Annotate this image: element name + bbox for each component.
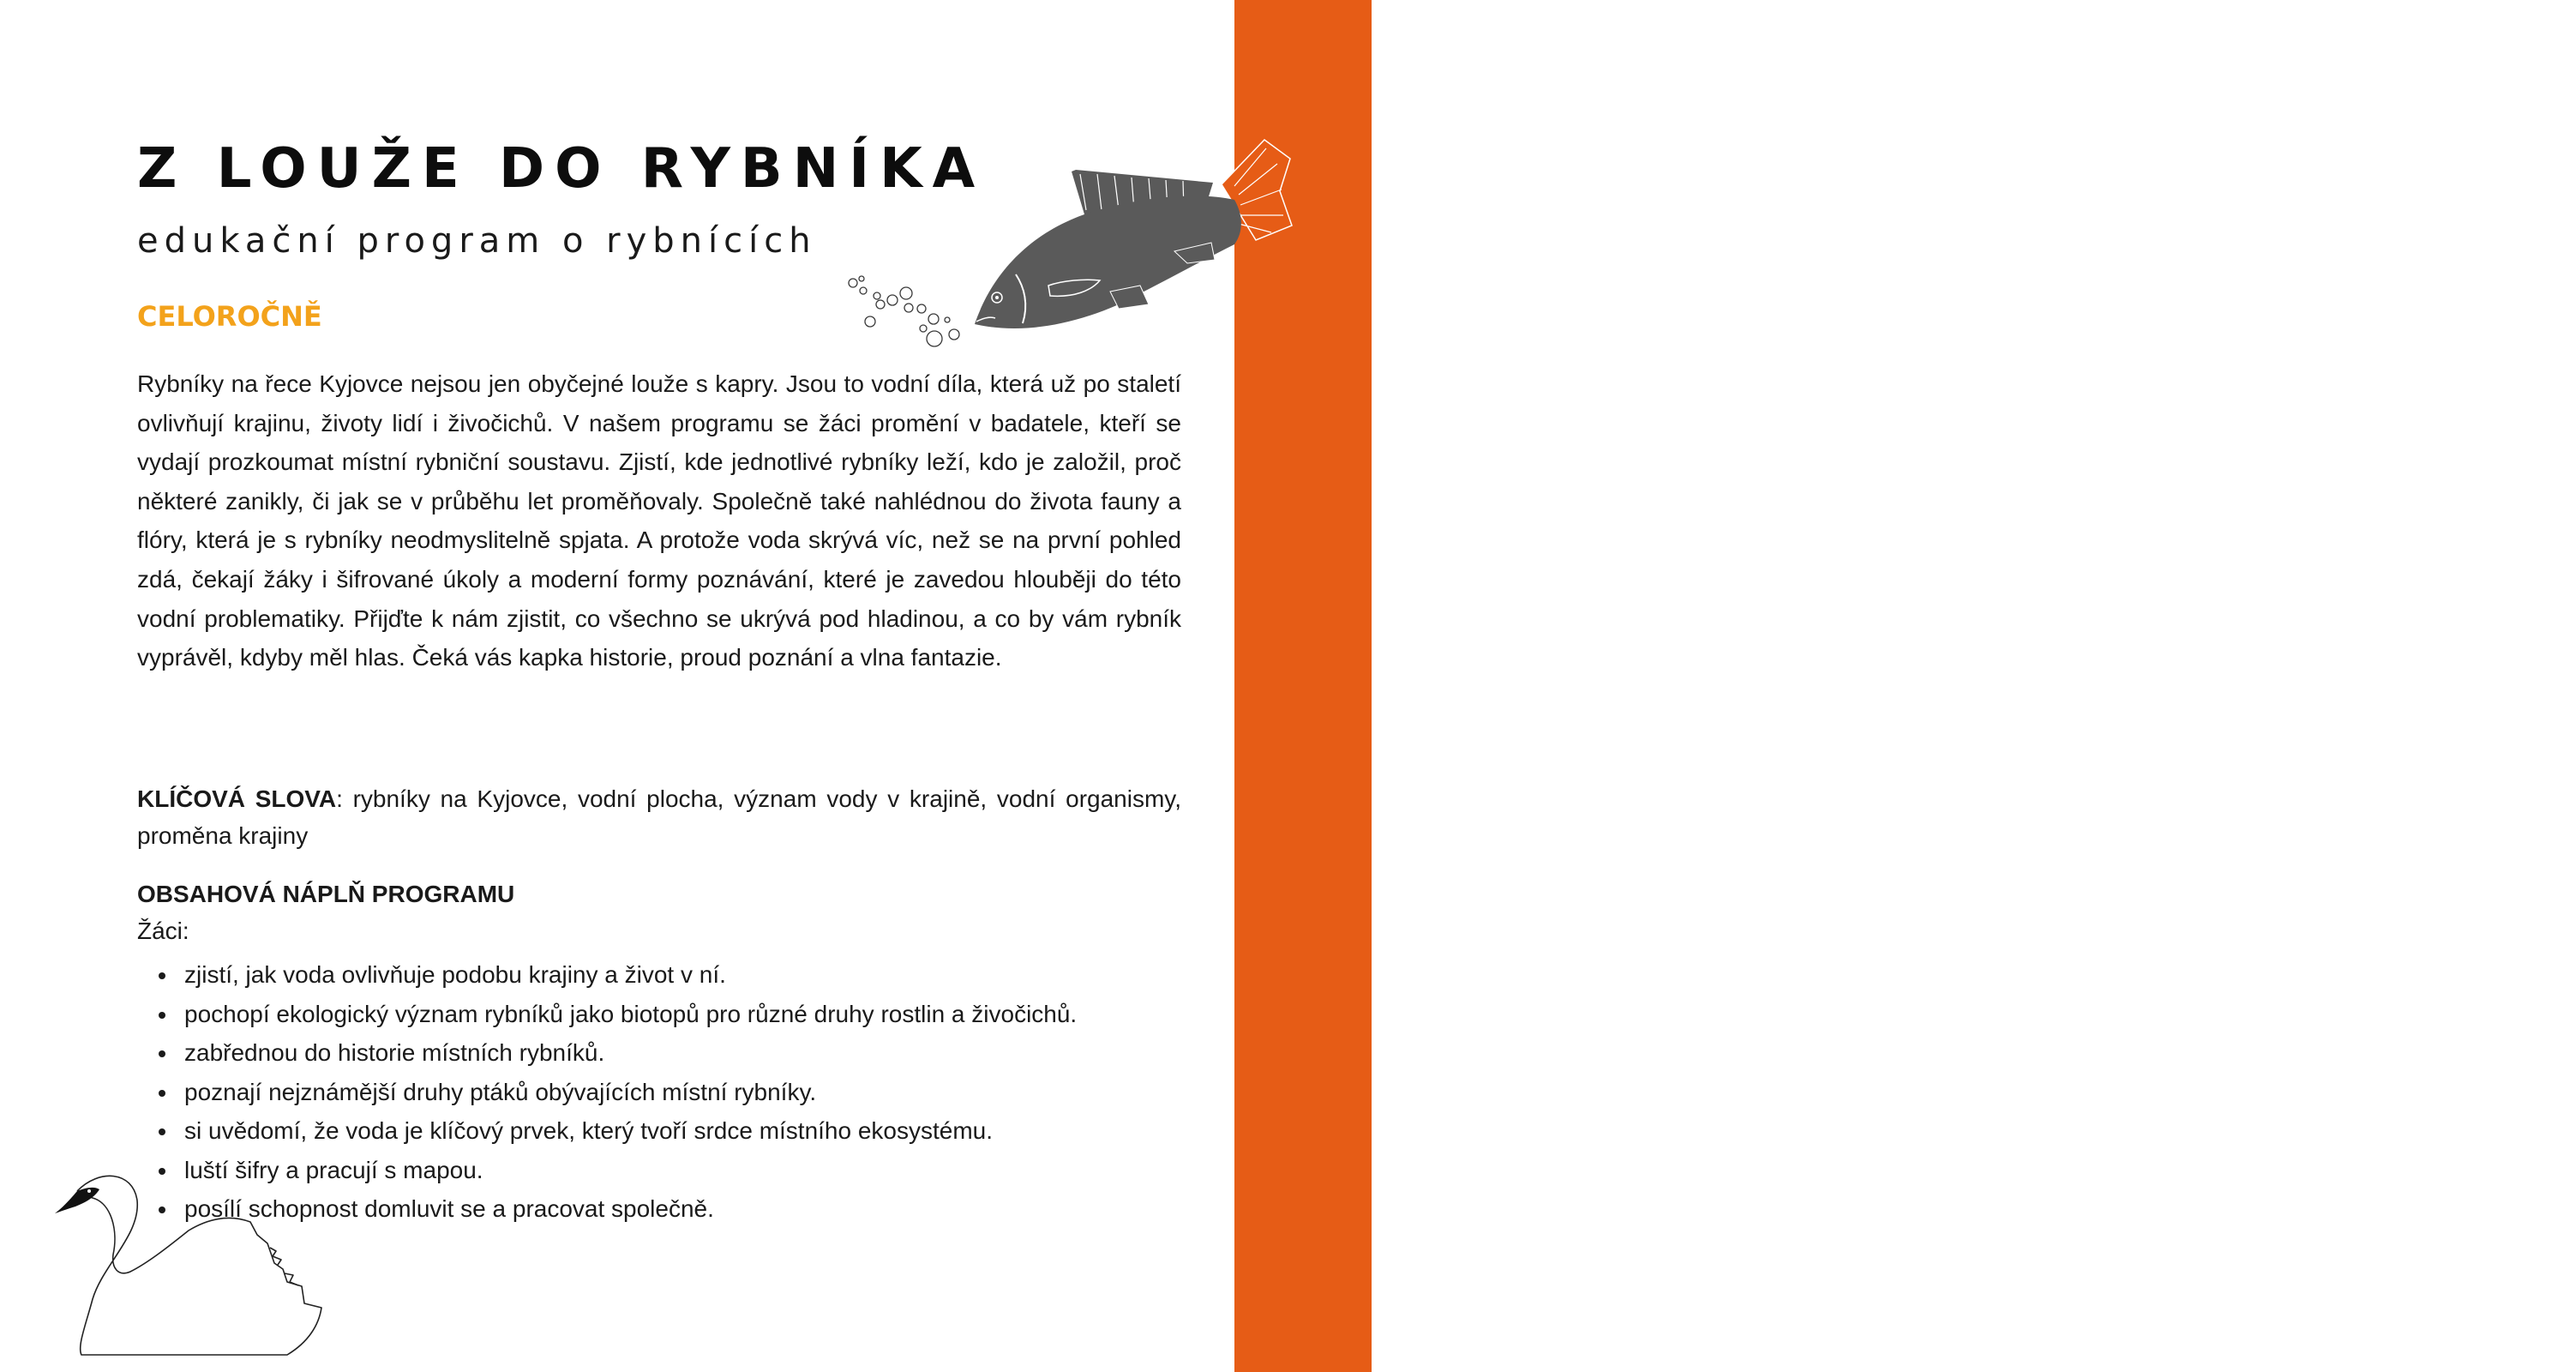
keywords-label: KLÍČOVÁ SLOVA [137,785,337,812]
swan-illustration [51,1162,334,1363]
intro-paragraph: Rybníky na řece Kyjovce nejsou jen obyčejné louže s kapry. Jsou to vodní díla, která už po staletí ovlivňují krajinu, životy lidí i živočichů. V našem programu se žáci promění v badatele, kteří se vydají prozkoumat místní rybniční soustavu. Zjistí, kde jednotlivé rybníky leží, kdo je založil, proč některé zanikly, či jak se v průběhu let proměňovaly. Společně také nahlédnou do života fauny a flóry, která je s rybníky neodmyslitelně spjata. A protože voda skrývá víc, než se na první pohled zdá, čekají žáky i šifrované úkoly a moderní formy poznávání, které je zavedou hlouběji do této vodní problematiky. Přijďte k nám zjistit, co všechno se ukrývá pod hladinou, a co by vám rybník vyprávěl, kdyby měl hlas. Čeká vás kapka historie, proud poznání a vlna fantazie. [137,370,1181,671]
page-subtitle: edukační program o rybnících [137,221,817,261]
list-item: luští šifry a pracují s mapou. [159,1151,1077,1190]
list-item: poznají nejznámější druhy ptáků obývajících místní rybníky. [159,1073,1077,1112]
keywords-paragraph [137,780,1181,854]
list-item: si uvědomí, že voda je klíčový prvek, který tvoří srdce místního ekosystému. [159,1111,1077,1151]
season-label: CELOROČNĚ [137,300,322,333]
list-item: zjistí, jak voda ovlivňuje podobu krajiny a život v ní. [159,955,1077,995]
list-item: posílí schopnost domluvit se a pracovat společně. [159,1189,1077,1229]
page-title: Z LOUŽE DO RYBNÍKA [137,137,986,201]
content-heading: OBSAHOVÁ NÁPLŇ PROGRAMU [137,881,515,907]
content-intro: Žáci: [137,918,189,944]
keywords-text: : rybníky na Kyjovce, vodní plocha, význam vody v krajině, vodní organismy, proměna krajiny [137,785,1181,849]
grade-label: 2. stupeň ZŠ [2499,725,2576,1333]
list-item: zabřednou do historie místních rybníků. [159,1033,1077,1073]
list-item: pochopí ekologický význam rybníků jako biotopů pro různé druhy rostlin a živočichů. [159,995,1077,1034]
carp-illustration [990,133,1316,347]
bubbles-illustration [844,270,973,364]
